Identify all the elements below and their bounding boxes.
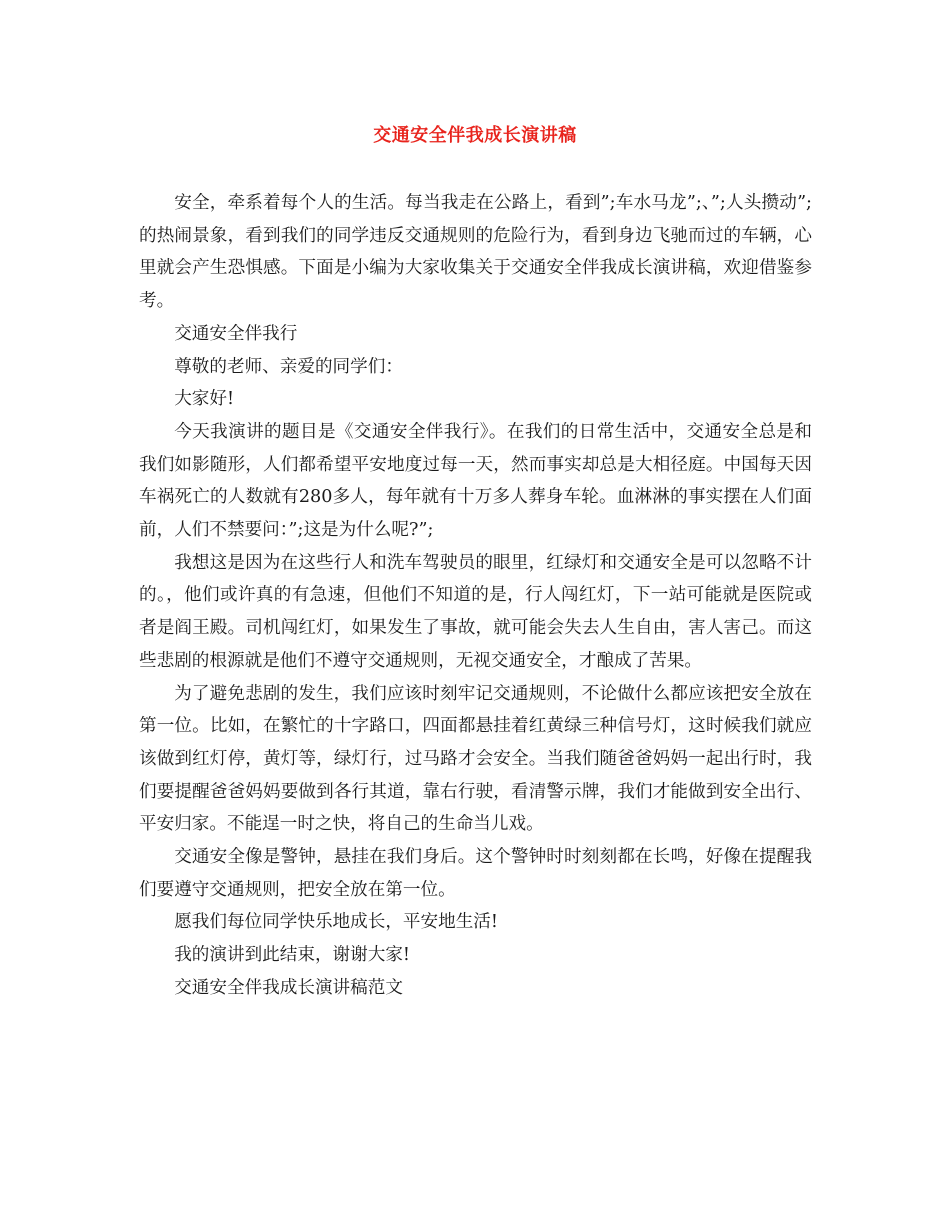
paragraph-wish: 愿我们每位同学快乐地成长，平安地生活!: [174, 912, 498, 933]
paragraph-body-2: 我想这是因为在这些行人和洗车驾驶员的眼里，红绿灯和交通安全是可以忽略不计的。，他们或许真的有急速，但他们不知道的是，行人闯红灯，下一站可能就是医院或者是阎王殿。司机闯红灯，如果发生了事故，就可能会失去人生自由，害人害己。而这些悲剧的根源就是他们不遵守交通规则，无视交通安全，才酿成了苦果。: [139, 552, 812, 671]
paragraph-body-4: 交通安全像是警钟，悬挂在我们身后。这个警钟时时刻刻都在长鸣，好像在提醒我们要遵守交通规则，把安全放在第一位。: [139, 847, 812, 900]
paragraph-salutation: 尊敬的老师、亲爱的同学们：: [174, 356, 403, 377]
paragraph-closing: 我的演讲到此结束，谢谢大家!: [174, 945, 410, 966]
paragraph-greeting: 大家好!: [174, 389, 235, 410]
document-body: [139, 187, 812, 1005]
paragraph-intro: 安全，牵系着每个人的生活。每当我走在公路上，看到”;车水马龙”;、”;人头攒动”;的热闹景象，看到我们的同学违反交通规则的危险行为，看到身边飞驰而过的车辆，心里就会产生恐惧感。下面是小编为大家收集关于交通安全伴我成长演讲稿，欢迎借鉴参考。: [139, 193, 812, 312]
paragraph-speech-title: 交通安全伴我行: [174, 323, 298, 344]
paragraph-body-3: 为了避免悲剧的发生，我们应该时刻牢记交通规则，不论做什么都应该把安全放在第一位。比如，在繁忙的十字路口，四面都悬挂着红黄绿三种信号灯，这时候我们就应该做到红灯停，黄灯等，绿灯行，过马路才会安全。当我们随爸爸妈妈一起出行时，我们要提醒爸爸妈妈要做到各行其道，靠右行驶，看清警示牌，我们才能做到安全出行、平安归家。不能逞一时之快，将自己的生命当儿戏。: [139, 683, 812, 835]
paragraph-body-1: 今天我演讲的题目是《交通安全伴我行》。在我们的日常生活中，交通安全总是和我们如影随形，人们都希望平安地度过每一天，然而事实却总是大相径庭。中国每天因车祸死亡的人数就有280多人，每年就有十万多人葬身车轮。血淋淋的事实摆在人们面前，人们不禁要问：”;这是为什么呢?”;: [139, 421, 812, 541]
paragraph-next-heading: 交通安全伴我成长演讲稿范文: [174, 977, 403, 998]
document-title: 交通安全伴我成长演讲稿: [373, 125, 577, 146]
